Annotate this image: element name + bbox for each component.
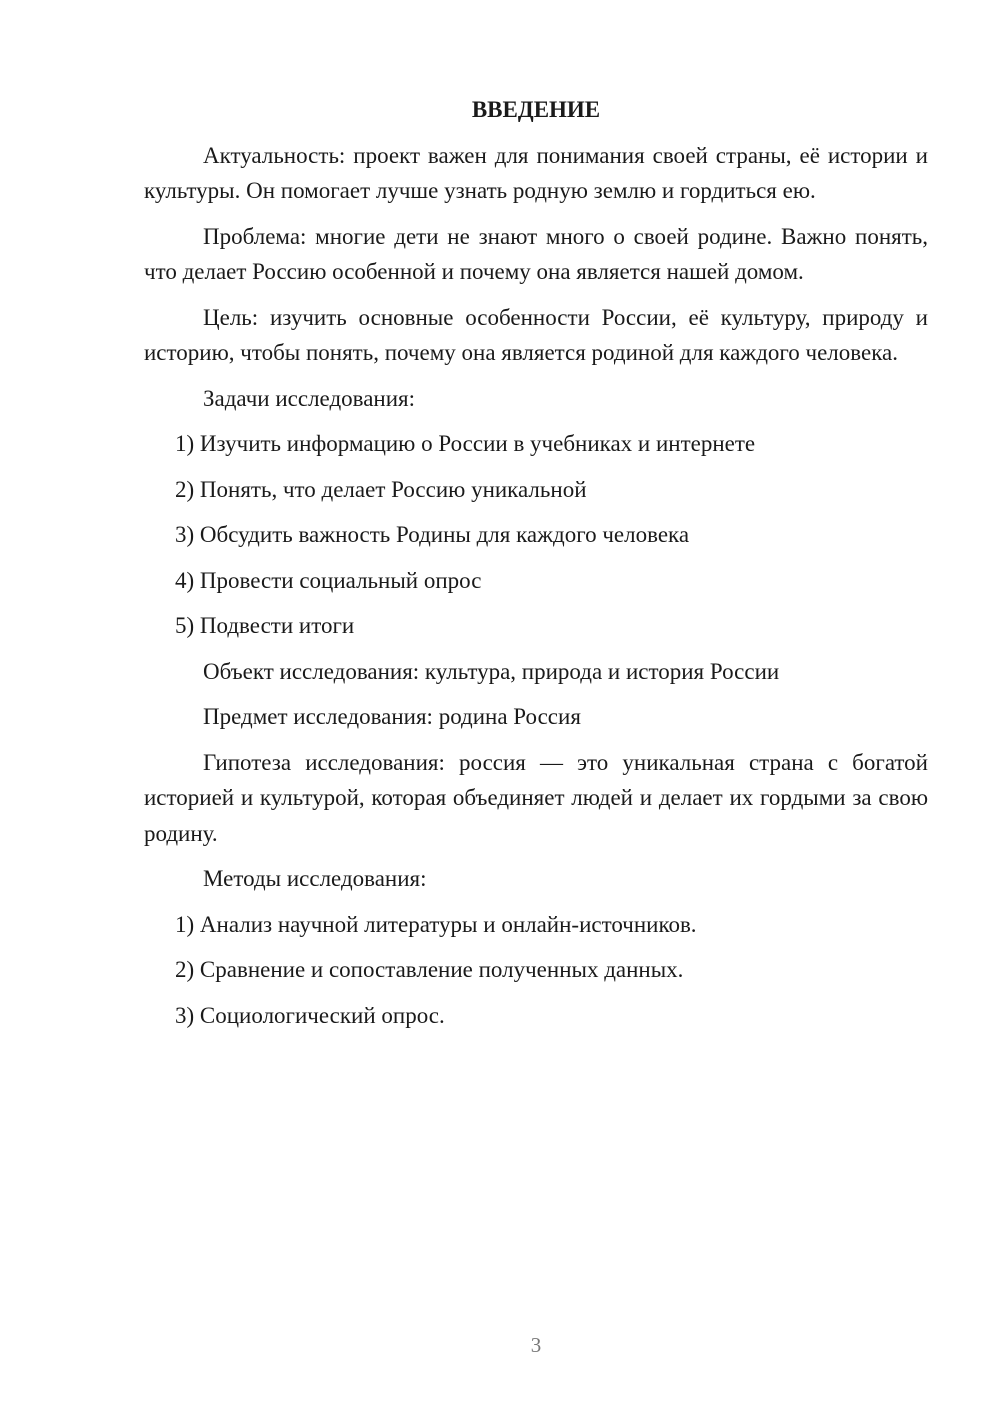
list-item: 2) Сравнение и сопоставление полученных данных. bbox=[175, 957, 684, 982]
subject-line: Предмет исследования: родина Россия bbox=[203, 704, 581, 729]
list-item: 2) Понять, что делает Россию уникальной bbox=[175, 476, 587, 502]
list-item: 3) Обсудить важность Родины для каждого человека bbox=[175, 522, 690, 547]
page-title: ВВЕДЕНИЕ bbox=[471, 97, 601, 122]
goal-paragraph: Цель: изучить основные особенности России, её культуру, природу и историю, чтобы понять, почему она является родиной для каждого человека. bbox=[144, 304, 928, 365]
object-line: Объект исследования: культура, природа и история России bbox=[203, 658, 780, 684]
page-content bbox=[144, 92, 928, 1043]
list-item: 3) Социологический опрос. bbox=[175, 1002, 445, 1028]
problem-paragraph: Проблема: многие дети не знают много о своей родине. Важно понять, что делает Россию особенной и почему она является нашей домом. bbox=[144, 223, 928, 284]
relevance-paragraph: Актуальность: проект важен для понимания своей страны, её истории и культуры. Он помогает лучше узнать родную землю и гордиться ею. bbox=[144, 142, 928, 203]
page-number: 3 bbox=[530, 1333, 542, 1357]
list-item: 5) Подвести итоги bbox=[175, 613, 355, 638]
list-item: 1) Анализ научной литературы и онлайн-источников. bbox=[175, 911, 697, 937]
methods-heading: Методы исследования: bbox=[203, 866, 427, 891]
list-item: 4) Провести социальный опрос bbox=[175, 567, 482, 593]
tasks-heading: Задачи исследования: bbox=[203, 385, 416, 411]
list-item: 1) Изучить информацию о России в учебниках и интернете bbox=[175, 431, 756, 456]
hypothesis-paragraph: Гипотеза исследования: россия — это уникальная страна с богатой историей и культурой, которая объединяет людей и делает их гордыми за свою родину. bbox=[144, 749, 928, 846]
